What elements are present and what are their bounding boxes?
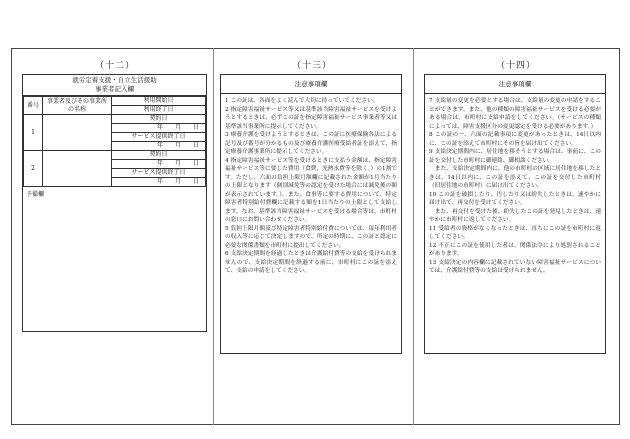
contract-date-label: 契約日 — [112, 115, 206, 124]
fold-line-right — [413, 48, 414, 425]
provider-name-cell[interactable] — [43, 115, 112, 151]
panel-title-13: （十三） — [291, 61, 332, 71]
note-item: 2 指定障害福祉サービス等又は基準該当障害福祉サービスを受けようとするときは、必ずこの証を指定障害福祉サービス事業者等又は基準該当事業所に提示してください。 — [225, 106, 397, 130]
note-item: 1 この証は、各面をよく読んで大切に持っていてください。 — [225, 98, 379, 104]
service-end-label: サービス提供終了日 — [112, 133, 206, 142]
note-item: 6 支給決定期間を経過したときは介護給付費等の支給を受けられませんので、支給決定期間を経過する前に、市町村にこの証を添えて、支給の申請をしてください。 — [225, 251, 397, 274]
col-provider-header: 事業者及びその事業所の名称 — [43, 97, 112, 115]
col-contract-date-header: 利用開始日 — [112, 97, 206, 106]
provider-name-cell[interactable] — [43, 151, 112, 187]
notes-header: 注意事項欄 — [221, 75, 401, 94]
remarks-label: 予備欄 — [26, 191, 45, 198]
row-number: 1 — [24, 115, 43, 151]
record-header-line1: 就労定着支援・自立生活援助 — [72, 76, 157, 84]
row-number: 2 — [24, 151, 43, 187]
service-end-label: サービス提供終了日 — [112, 169, 206, 178]
note-item: 5 負担上限月額及び特定障害者特別給付費については、毎年利用者の収入等に応じて決定しますので、所定の時期に、この証と認定に必要な関係書類を市町村に提出してください。 — [225, 225, 397, 249]
note-item: 11 受給者の資格がなくなったときは、直ちにこの証を市町村に返してください。 — [429, 225, 601, 240]
panel-title-12: （十二） — [94, 61, 135, 71]
fold-line-left — [213, 48, 214, 425]
service-end-value[interactable]: 年 月 日 — [112, 178, 206, 187]
notes-panel-right — [424, 74, 606, 354]
record-header — [23, 75, 206, 96]
notes-list — [425, 94, 605, 279]
service-end-value[interactable]: 年 月 日 — [112, 142, 206, 151]
panel-title-14: （十四） — [495, 61, 536, 71]
note-item: 7 支給量の変更を必要とする場合は、支給量の変更の申請をすることができます。また、他の種類の障害福祉サービスを受ける必要がある場合は、市町村に支給申請をしてください。（サービスの種類によっては、障害支援区分の変更認定を受ける必要があります。） — [429, 98, 601, 130]
note-item: 13 支給決定の内容欄に記載されていない障害福祉サービスについては、介護給付費等の支給は受けられません。 — [429, 259, 601, 274]
note-item: また、支給決定期間内に、他の市町村の区域に居住地を移したときは、14日以内に、この証を添えて、この証を交付した市町村（旧居住地の市町村）に届け出てください。 — [429, 166, 602, 189]
record-column-headers — [24, 97, 206, 106]
notes-panel-middle — [220, 74, 402, 354]
note-item: 3 療養介護を受けようとするときは、この証に医療保険各法による記号及び番号が分かるもの及び療養介護医療受給者証を添えて、指定療養介護事業所に提示してください。 — [225, 132, 397, 155]
note-item: 4 指定障害福祉サービス等を受けるときに支払う金額は、指定障害福祉サービス等に要した費用（食費、光熱水費等を除く。）の1割です。ただし、六面の負担上限月額欄に記載された金額が1月当たりの上限となります（個別減免等の認定を受けた場合には減免後の額が表示されています。）。また、食事等に要する費用について、特定障害者特別給付費欄に記載する額を1日当たりの上限として支給します。なお、基準該当障害福祉サービスを受ける場合等は、市町村の窓口にお問い合わせください。 — [225, 157, 397, 223]
note-item: 8 この証の一、六面の記載事項に変更があったときは、14日以内に、この証を添えて市町村にその旨を届け出てください。 — [429, 132, 601, 147]
col-num-header: 番号 — [24, 97, 43, 115]
table-row — [24, 151, 206, 160]
table-row — [24, 115, 206, 124]
note-item: 12 不正にこの証を使用した者は、関係法令により処罰されることがあります。 — [429, 242, 601, 257]
note-item: 9 支給決定期間内に、居住地を移そうとする場合は、事前に、この証を交付した市町村に御連絡、御相談ください。 — [429, 149, 601, 164]
col-end-date-header: 利用終了日 — [112, 106, 206, 115]
note-item: 10 この証を破損したり、汚したり又は紛失したときは、速やかに届け出て、再交付を受けてください。 — [429, 191, 601, 206]
record-header-line2: 事業者記入欄 — [95, 85, 134, 93]
notes-header: 注意事項欄 — [425, 75, 605, 94]
contract-date-value[interactable]: 年 月 日 — [112, 160, 206, 169]
contract-date-value[interactable]: 年 月 日 — [112, 124, 206, 133]
provider-record-panel — [22, 74, 207, 332]
contract-date-label: 契約日 — [112, 151, 206, 160]
note-item: また、再交付を受けた後、紛失したこの証を発見したときは、速やかに市町村に返してください。 — [429, 208, 602, 223]
notes-list — [221, 94, 401, 279]
provider-record-table — [23, 96, 206, 187]
